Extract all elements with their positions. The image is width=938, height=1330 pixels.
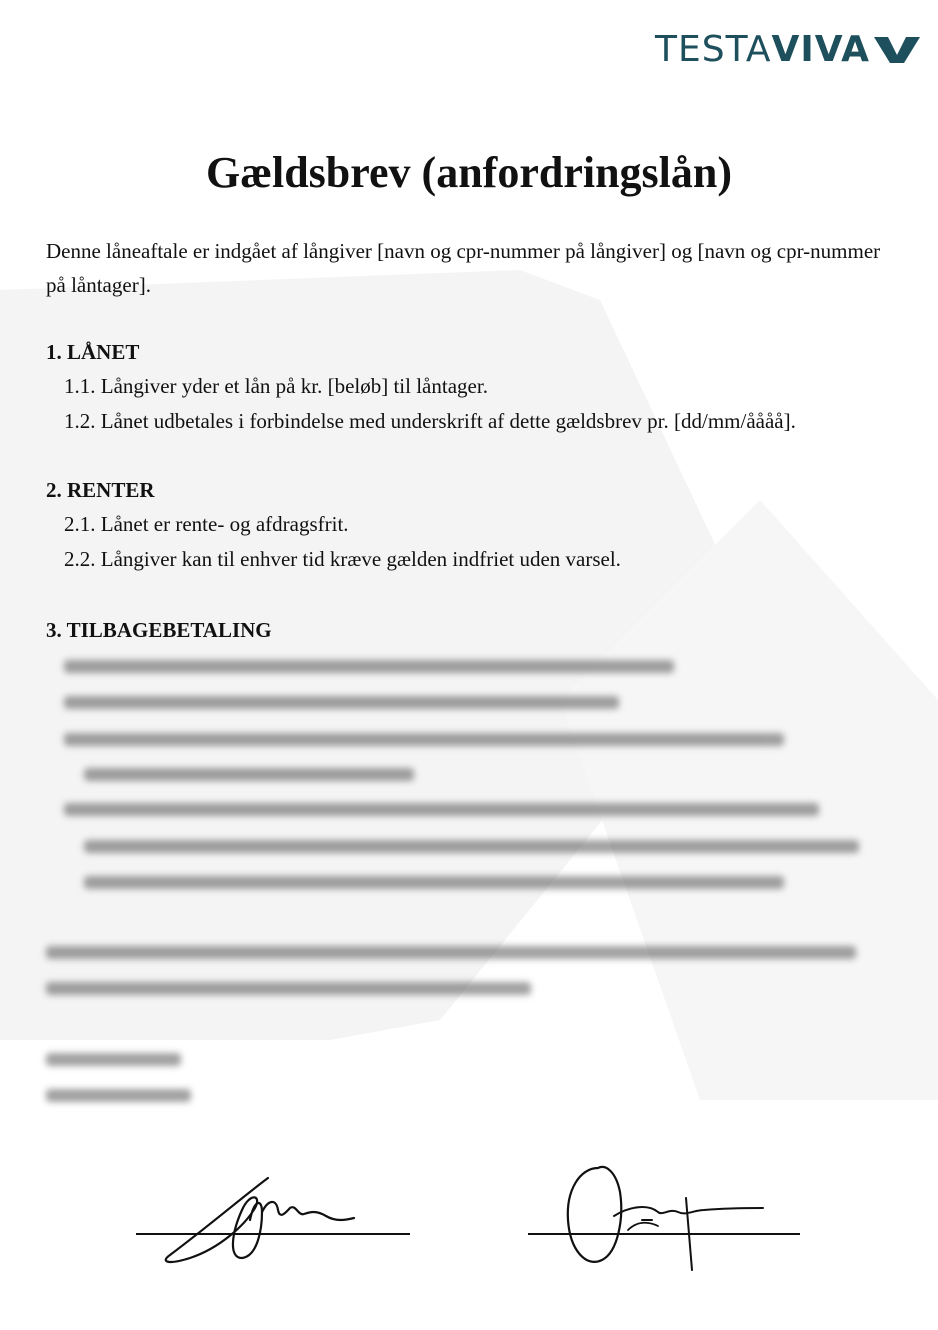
clause-2-1: 2.1. Lånet er rente- og afdragsfrit. bbox=[64, 512, 349, 536]
clause-2-2: 2.2. Långiver kan til enhver tid kræve gælden indfriet uden varsel. bbox=[64, 547, 621, 571]
clause-1-1: 1.1. Långiver yder et lån på kr. [beløb] til låntager. bbox=[64, 374, 488, 398]
intro-paragraph: Denne låneaftale er indgået af långiver [navn og cpr-nummer på långiver] og [navn og cpr-nummer på låntager]. bbox=[46, 239, 881, 297]
document-title: Gældsbrev (anfordringslån) bbox=[205, 148, 733, 197]
brand-name-bold: VIVA bbox=[771, 29, 870, 70]
signature-left-icon bbox=[150, 1170, 370, 1270]
brand-name-light: TESTA bbox=[655, 29, 772, 70]
clause-1-2: 1.2. Lånet udbetales i forbindelse med underskrift af dette gældsbrev pr. [dd/mm/åååå]. bbox=[64, 409, 796, 433]
signature-right-icon bbox=[568, 1167, 763, 1270]
section-heading-1: 1. LÅNET bbox=[46, 340, 140, 364]
section-heading-2: 2. RENTER bbox=[46, 478, 155, 502]
section-heading-3: 3. TILBAGEBETALING bbox=[46, 618, 272, 642]
